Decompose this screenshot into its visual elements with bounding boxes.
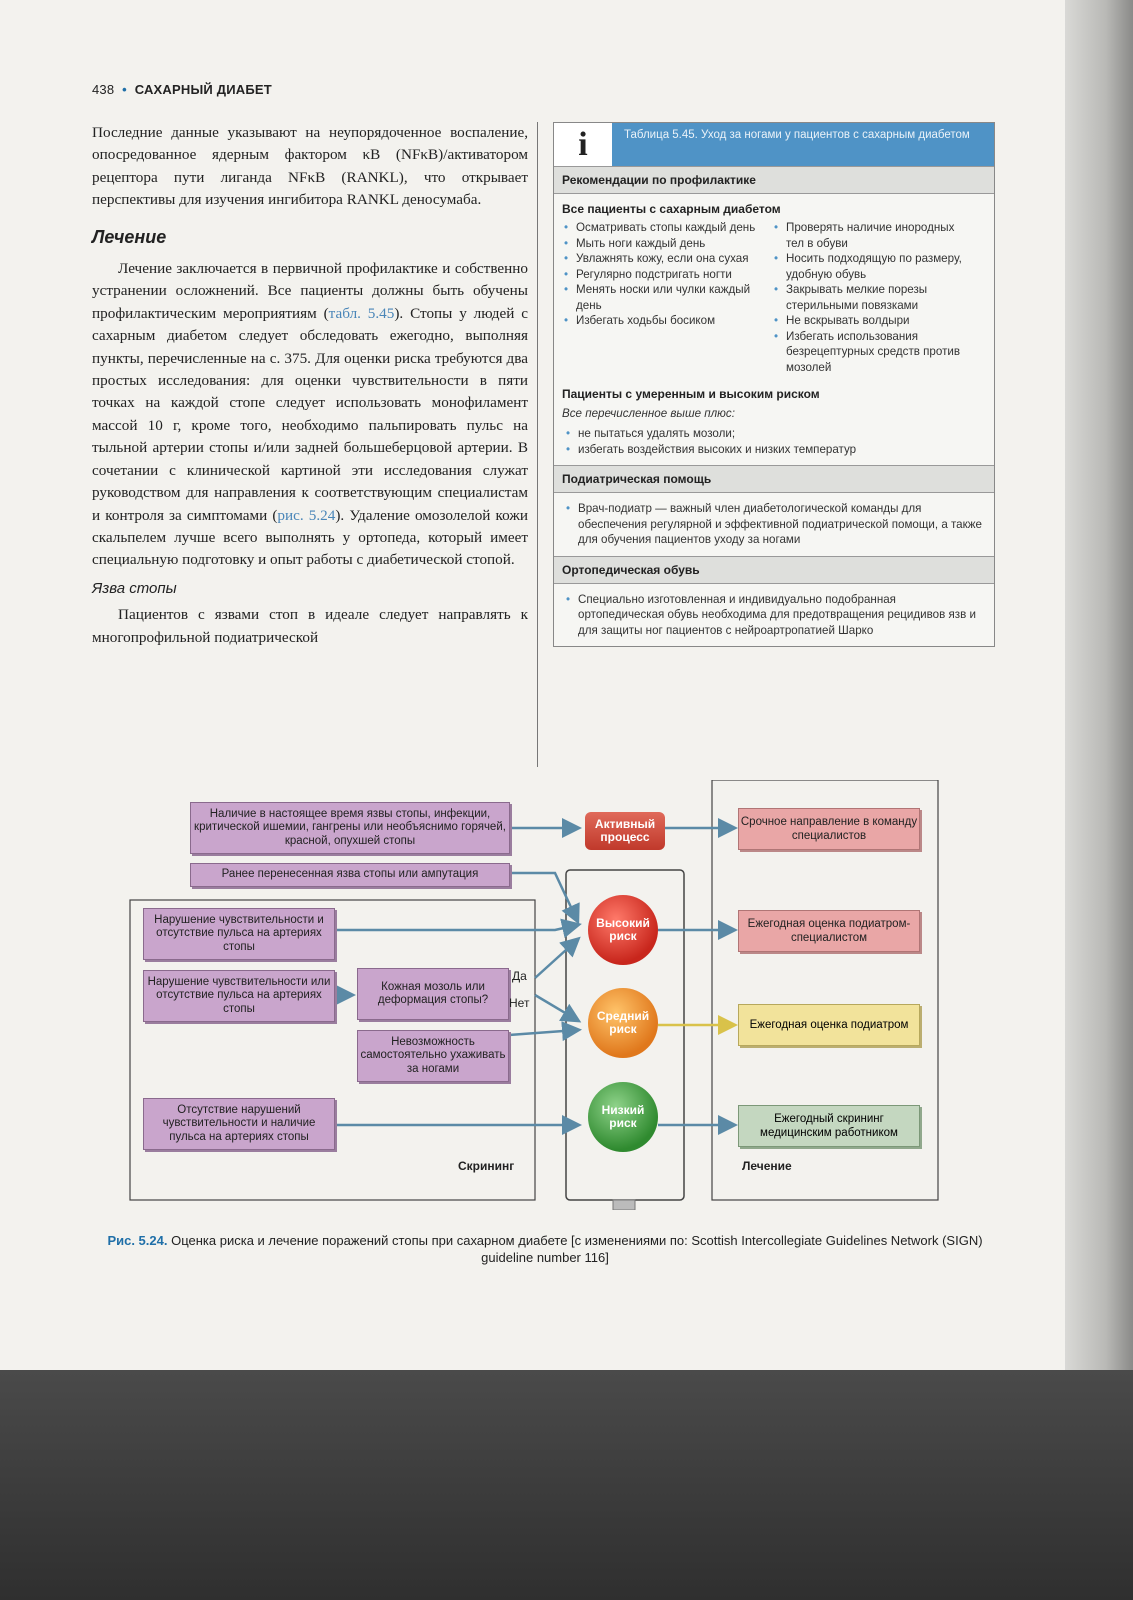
treatment-label: Лечение [742, 1159, 792, 1173]
head-bullet: • [122, 82, 127, 97]
figure-number: Рис. 5.24. [107, 1233, 168, 1248]
figure-reference-link[interactable]: рис. 5.24 [277, 506, 336, 524]
risk-figure [125, 780, 985, 1210]
prevention-list-left [562, 220, 772, 375]
section-podiatry: Подиатрическая помощь [554, 465, 994, 493]
list-item: • Регулярно подстригать ногти [562, 267, 772, 283]
footwear-list [554, 584, 994, 647]
list-item: • Носить подходящую по размеру, удобную обувь [772, 251, 972, 282]
list-item: • Не вскрывать волдыри [772, 313, 972, 329]
light-medium-risk: Средний риск [588, 988, 658, 1058]
annual-podiatrist-box: Ежегодная оценка подиатром [738, 1004, 920, 1046]
subsection-high-risk: Пациенты с умеренным и высоким риском [562, 387, 820, 401]
scanner-background [0, 1370, 1133, 1600]
paragraph-ulcer: Пациентов с язвами стоп в идеале следует направлять к многопрофильной подиатрической [92, 606, 528, 646]
table-reference-link[interactable]: табл. 5.45 [328, 304, 395, 322]
yes-label: Да [512, 969, 527, 983]
section-footwear: Ортопедическая обувь [554, 556, 994, 584]
high-risk-note: Все перечисленное выше плюс: [562, 407, 735, 420]
urgent-referral-box: Срочное направление в команду специалистов [738, 808, 920, 850]
paragraph-treatment: Лечение заключается в первичной профилактике и собственно устранении осложнений. Все пациенты должны быть обучены профилактическим мероприятиям (табл. 5.45). Стопы у людей с сахарным диабетом следует обследовать ежегодно, выполняя пункты, перечисленные на с. 375. Для оценки риска требуются два простых исследования: для оценки чувствительности в пяти точках на каждой стопе следует использовать монофиламент массой 10 г, кроме того, необходимо пальпировать пульс на тыльной артерии стопы и/или задней большеберцовой артерии. В сочетании с клинической картиной эти исследования служат руководством для направления к соответствующим специалистам и контроля за симптомами (рис. 5.24). Удаление омозолелой кожи скальпелем лучше всего выполнять у ортопеда, который имеет специальную подготовку и опыт работы с диабетической стопой. [92, 260, 528, 569]
high-risk-list [554, 422, 994, 465]
table-title: Таблица 5.45. Уход за ногами у пациентов с сахарным диабетом [624, 129, 970, 141]
list-item: • Осматривать стопы каждый день [562, 220, 772, 236]
previous-ulcer-box: Ранее перенесенная язва стопы или ампутация [190, 863, 510, 887]
list-item: • Мыть ноги каждый день [562, 236, 772, 252]
screening-label: Скрининг [458, 1159, 515, 1173]
info-table [553, 122, 995, 647]
list-item: • Врач-подиатр — важный член диабетологической команды для обеспечения регулярной и эффективной подиатрической помощи, а также для обучения пациентов уходу за ногами [564, 501, 984, 548]
callus-question-box: Кожная мозоль или деформация стопы? [357, 968, 509, 1020]
subsection-all-patients: Все пациенты с сахарным диабетом [562, 202, 781, 216]
list-item: • Специально изготовленная и индивидуально подобранная ортопедическая обувь необходима для предотвращения рецидивов язв и для защиты ног пациентов с нейроартропатией Шарко [564, 592, 984, 639]
moderate-condition-box: Нарушение чувствительности или отсутствие пульса на артериях стопы [143, 970, 335, 1022]
list-item: • Закрывать мелкие порезы стерильными повязками [772, 282, 972, 313]
light-high-risk: Высокий риск [588, 895, 658, 965]
section-prevention: Рекомендации по профилактике [554, 166, 994, 194]
light-low-risk: Низкий риск [588, 1082, 658, 1152]
light-active: Активный процесс [585, 812, 665, 850]
section-heading: Лечение [92, 226, 167, 247]
column-divider [537, 122, 538, 767]
annual-specialist-box: Ежегодная оценка подиатром-специалистом [738, 910, 920, 952]
table-header [554, 123, 994, 166]
list-item: • Избегать ходьбы босиком [562, 313, 772, 329]
running-head [92, 82, 272, 97]
page-number: 438 [92, 82, 115, 97]
book-title: САХАРНЫЙ ДИАБЕТ [134, 82, 272, 97]
list-item: • избегать воздействия высоких и низких температур [564, 442, 984, 458]
no-label: Нет [509, 996, 530, 1010]
list-item: • не пытаться удалять мозоли; [564, 426, 984, 442]
prevention-list-right [772, 220, 972, 375]
list-item: • Проверять наличие инородных тел в обуви [772, 220, 972, 251]
list-item: • Менять носки или чулки каждый день [562, 282, 772, 313]
list-item: • Избегать использования безрецептурных средств против мозолей [772, 329, 972, 376]
high-risk-condition-box: Нарушение чувствительности и отсутствие пульса на артериях стопы [143, 908, 335, 960]
self-care-box: Невозможность самостоятельно ухаживать за ногами [357, 1030, 509, 1082]
page-gutter [1065, 0, 1133, 1370]
prevention-lists [554, 220, 994, 375]
left-column [92, 122, 528, 649]
subsection-heading: Язва стопы [92, 579, 177, 597]
low-risk-condition-box: Отсутствие нарушений чувствительности и наличие пульса на артериях стопы [143, 1098, 335, 1150]
figure-caption [95, 1232, 995, 1266]
annual-screening-box: Ежегодный скрининг медицинским работником [738, 1105, 920, 1147]
caption-text: Оценка риска и лечение поражений стопы при сахарном диабете [с изменениями по: Scottish Intercollegiate Guidelines Network (SIGN) guideline number 116] [171, 1233, 983, 1265]
paragraph-intro: Последние данные указывают на неупорядоченное воспаление, опосредованное ядерным фактором κB (NFκB)/активатором рецептора пути лиганда NFκB (RANKL), что открывает перспективы для изучения ингибитора RANKL деносумаба. [92, 124, 528, 209]
info-icon: i [554, 123, 613, 166]
list-item: • Увлажнять кожу, если она сухая [562, 251, 772, 267]
active-condition-box: Наличие в настоящее время язвы стопы, инфекции, критической ишемии, гангрены или необъяснимо горячей, красной, опухшей стопы [190, 802, 510, 854]
podiatry-list [554, 493, 994, 556]
